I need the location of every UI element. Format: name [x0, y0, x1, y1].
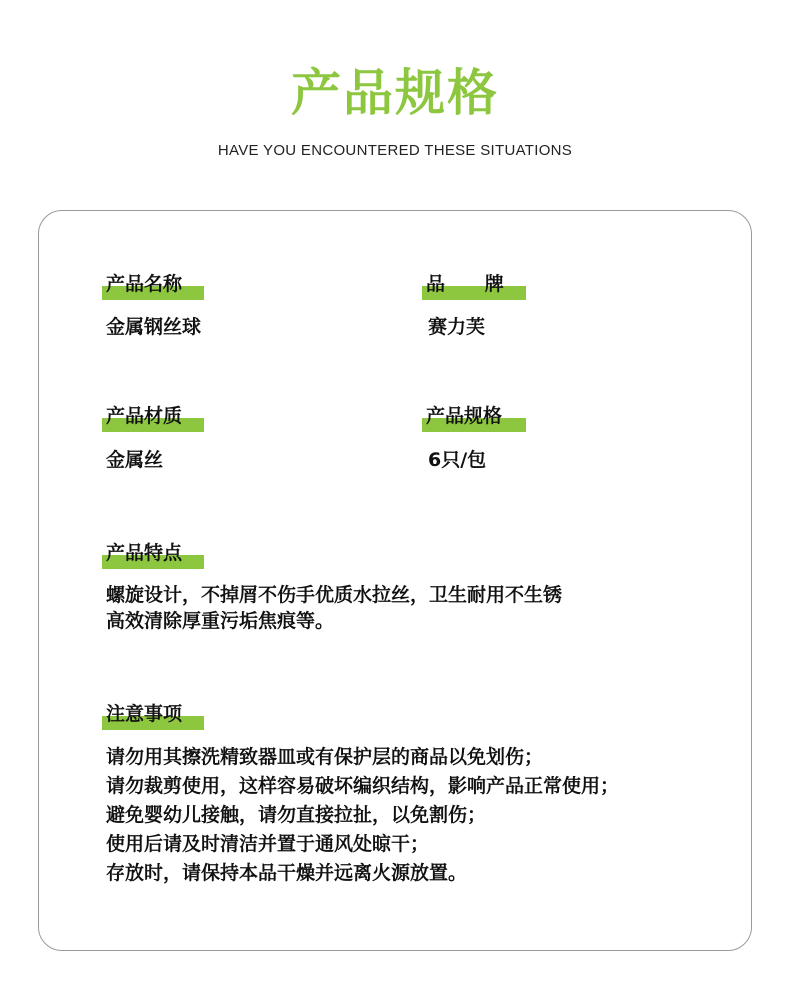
spec-size-value: 6只/包	[428, 449, 487, 471]
page-title: 产品规格	[291, 64, 499, 122]
spec-size-label: 产品规格	[422, 404, 526, 432]
spec-name-value: 金属钢丝球	[106, 316, 202, 338]
notes-line: 使用后请及时清洁并置于通风处晾干；	[106, 833, 430, 855]
features-line: 高效清除厚重污垢焦痕等。	[106, 610, 335, 632]
features-text	[106, 582, 746, 634]
notes-label: 注意事项	[102, 702, 204, 730]
spec-material-value: 金属丝	[106, 449, 164, 471]
page-subtitle: HAVE YOU ENCOUNTERED THESE SITUATIONS	[217, 142, 573, 159]
notes-line: 请勿裁剪使用，这样容易破坏编织结构，影响产品正常使用；	[106, 775, 620, 797]
notes-line: 避免婴幼儿接触，请勿直接拉扯，以免割伤；	[106, 804, 487, 826]
notes-line: 请勿用其擦洗精致器皿或有保护层的商品以免划伤；	[106, 746, 544, 768]
features-label: 产品特点	[102, 541, 204, 569]
spec-brand-value: 赛力芙	[428, 316, 486, 338]
features-line: 螺旋设计，不掉屑不伤手优质水拉丝，卫生耐用不生锈	[106, 584, 563, 606]
spec-material-label: 产品材质	[102, 404, 204, 432]
notes-line: 存放时，请保持本品干燥并远离火源放置。	[106, 862, 468, 884]
spec-name-label: 产品名称	[102, 272, 204, 300]
spec-brand-label: 品 牌	[422, 272, 526, 300]
notes-text	[106, 743, 746, 888]
